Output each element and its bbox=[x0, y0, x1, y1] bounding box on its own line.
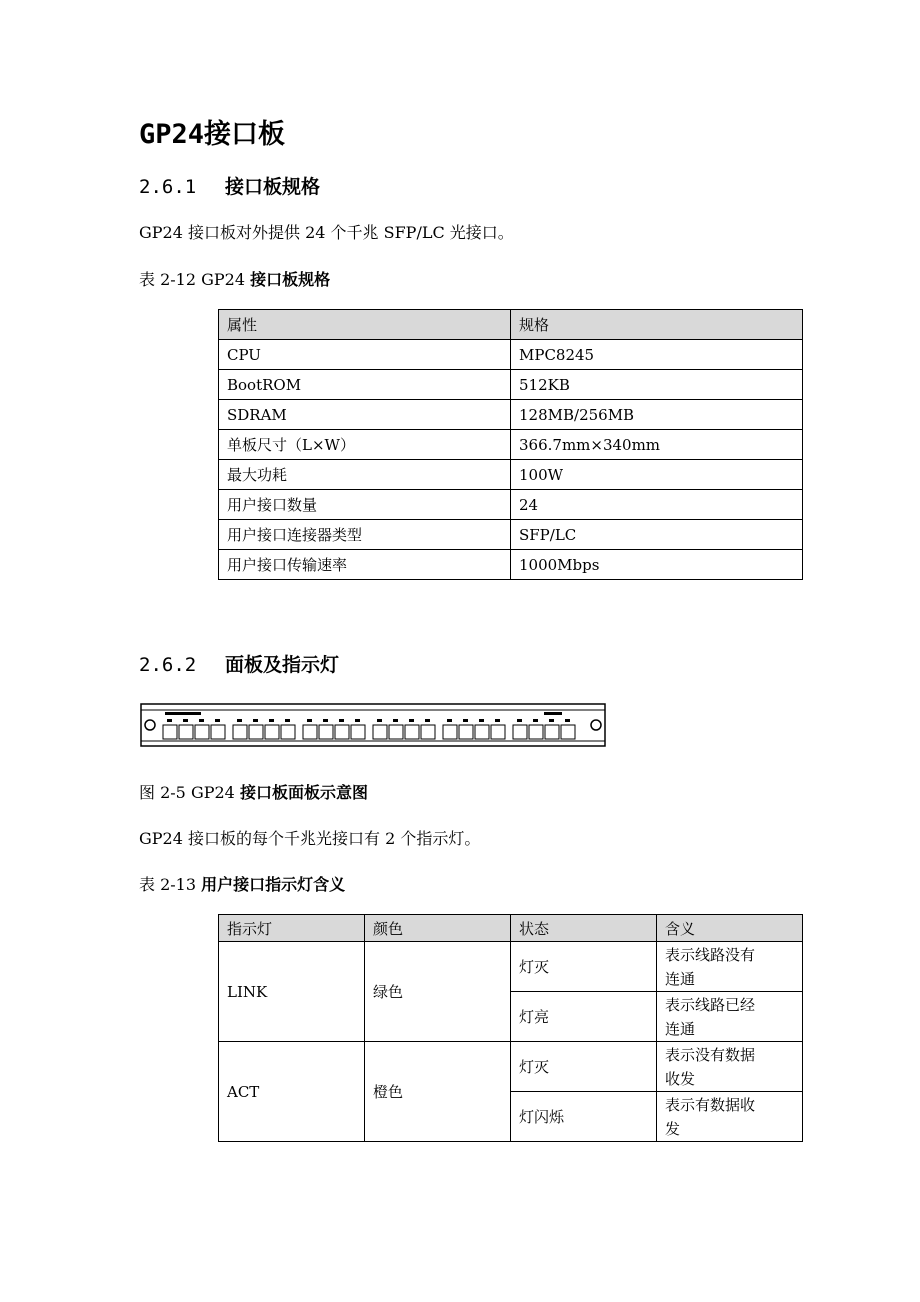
port-led bbox=[425, 719, 430, 722]
sfp-port bbox=[281, 725, 295, 739]
port-led bbox=[447, 719, 452, 722]
light-cell: ACT bbox=[219, 1042, 365, 1142]
port-led bbox=[565, 719, 570, 722]
sfp-port bbox=[421, 725, 435, 739]
port-led bbox=[533, 719, 538, 722]
table-cell: SDRAM bbox=[219, 400, 511, 430]
meaning-cell bbox=[657, 942, 803, 992]
table-row bbox=[219, 942, 803, 992]
port-led bbox=[215, 719, 220, 722]
sfp-port bbox=[163, 725, 177, 739]
sfp-port bbox=[491, 725, 505, 739]
table-header-row bbox=[219, 310, 803, 340]
title-prefix: GP24 bbox=[139, 119, 205, 150]
meaning-line: 收发 bbox=[665, 1069, 696, 1088]
indicator-paragraph: GP24 接口板的每个千兆光接口有 2 个指示灯。 bbox=[139, 829, 481, 848]
header-cell: 指示灯 bbox=[219, 915, 365, 942]
table-cell: SFP/LC bbox=[511, 520, 803, 550]
caption-prefix: 表 2-12 GP24 bbox=[139, 270, 251, 289]
header-cell: 含义 bbox=[657, 915, 803, 942]
caption-bold: 接口板面板示意图 bbox=[239, 783, 368, 802]
meaning-line: 表示没有数据 bbox=[665, 1045, 756, 1064]
page-title bbox=[139, 112, 285, 151]
table-cell: 366.7mm×340mm bbox=[511, 430, 803, 460]
port-led bbox=[377, 719, 382, 722]
table-cell: 最大功耗 bbox=[219, 460, 511, 490]
port-led bbox=[463, 719, 468, 722]
meaning-cell bbox=[657, 1092, 803, 1142]
table-row bbox=[219, 490, 803, 520]
header-cell: 颜色 bbox=[365, 915, 511, 942]
figure-caption-2-5 bbox=[139, 780, 368, 803]
table-cell: 1000Mbps bbox=[511, 550, 803, 580]
section-number: 2.6.2 bbox=[139, 654, 197, 676]
intro-paragraph: GP24 接口板对外提供 24 个千兆 SFP/LC 光接口。 bbox=[139, 223, 514, 242]
section-heading-2-6-2 bbox=[139, 650, 339, 677]
table-cell: 128MB/256MB bbox=[511, 400, 803, 430]
sfp-port bbox=[373, 725, 387, 739]
table-cell: 用户接口连接器类型 bbox=[219, 520, 511, 550]
meaning-line: 表示线路已经 bbox=[665, 995, 756, 1014]
port-led bbox=[285, 719, 290, 722]
screw-right-icon bbox=[591, 720, 601, 730]
port-led bbox=[393, 719, 398, 722]
sfp-port bbox=[405, 725, 419, 739]
port-led bbox=[199, 719, 204, 722]
port-led bbox=[549, 719, 554, 722]
port-led bbox=[495, 719, 500, 722]
color-cell: 橙色 bbox=[365, 1042, 511, 1142]
table-cell: 单板尺寸（L×W） bbox=[219, 430, 511, 460]
table-row bbox=[219, 460, 803, 490]
meaning-line: 发 bbox=[665, 1119, 681, 1138]
sfp-port bbox=[303, 725, 317, 739]
port-led bbox=[323, 719, 328, 722]
port-led bbox=[479, 719, 484, 722]
meaning-line: 表示有数据收 bbox=[665, 1095, 756, 1114]
sfp-port bbox=[389, 725, 403, 739]
port-led bbox=[183, 719, 188, 722]
sfp-port bbox=[475, 725, 489, 739]
sfp-port bbox=[351, 725, 365, 739]
sfp-port bbox=[249, 725, 263, 739]
screw-left-icon bbox=[145, 720, 155, 730]
caption-prefix: 表 2-13 bbox=[139, 875, 202, 894]
section-title: 面板及指示灯 bbox=[225, 654, 340, 676]
panel-diagram bbox=[139, 700, 609, 750]
meaning-line: 连通 bbox=[665, 1019, 696, 1038]
sfp-port bbox=[513, 725, 527, 739]
port-led bbox=[517, 719, 522, 722]
table-row bbox=[219, 520, 803, 550]
state-cell: 灯灭 bbox=[511, 1042, 657, 1092]
header-cell: 属性 bbox=[219, 310, 511, 340]
caption-bold: 用户接口指示灯含义 bbox=[201, 875, 346, 894]
sfp-port bbox=[195, 725, 209, 739]
table-header-row bbox=[219, 915, 803, 942]
sfp-port bbox=[529, 725, 543, 739]
state-cell: 灯亮 bbox=[511, 992, 657, 1042]
header-cell: 规格 bbox=[511, 310, 803, 340]
sfp-port bbox=[265, 725, 279, 739]
title-suffix: 接口板 bbox=[204, 119, 286, 150]
sfp-port bbox=[545, 725, 559, 739]
table-cell: BootROM bbox=[219, 370, 511, 400]
sfp-port bbox=[335, 725, 349, 739]
table-cell: CPU bbox=[219, 340, 511, 370]
port-led bbox=[409, 719, 414, 722]
meaning-line: 连通 bbox=[665, 969, 696, 988]
meaning-cell bbox=[657, 1042, 803, 1092]
table-row bbox=[219, 340, 803, 370]
port-led bbox=[167, 719, 172, 722]
port-led bbox=[355, 719, 360, 722]
table-cell: 24 bbox=[511, 490, 803, 520]
section-number: 2.6.1 bbox=[139, 176, 197, 198]
table-row bbox=[219, 400, 803, 430]
caption-prefix: 图 2-5 GP24 bbox=[139, 783, 240, 802]
port-led bbox=[269, 719, 274, 722]
table-row bbox=[219, 550, 803, 580]
state-cell: 灯闪烁 bbox=[511, 1092, 657, 1142]
table-cell: 512KB bbox=[511, 370, 803, 400]
spec-table bbox=[218, 309, 803, 580]
sfp-port bbox=[211, 725, 225, 739]
table-row bbox=[219, 370, 803, 400]
sfp-port bbox=[443, 725, 457, 739]
meaning-line: 表示线路没有 bbox=[665, 945, 756, 964]
table-cell: 用户接口数量 bbox=[219, 490, 511, 520]
table-row bbox=[219, 1042, 803, 1092]
light-cell: LINK bbox=[219, 942, 365, 1042]
sfp-port bbox=[233, 725, 247, 739]
port-led bbox=[253, 719, 258, 722]
table-cell: 用户接口传输速率 bbox=[219, 550, 511, 580]
meaning-cell bbox=[657, 992, 803, 1042]
caption-bold: 接口板规格 bbox=[250, 270, 331, 289]
port-led bbox=[339, 719, 344, 722]
state-cell: 灯灭 bbox=[511, 942, 657, 992]
sfp-port bbox=[179, 725, 193, 739]
sfp-port bbox=[459, 725, 473, 739]
color-cell: 绿色 bbox=[365, 942, 511, 1042]
port-led bbox=[307, 719, 312, 722]
indicator-table bbox=[218, 914, 803, 1142]
table-caption-2-13 bbox=[139, 872, 345, 895]
table-cell: 100W bbox=[511, 460, 803, 490]
section-title: 接口板规格 bbox=[225, 176, 321, 198]
sfp-port bbox=[319, 725, 333, 739]
table-caption-2-12 bbox=[139, 267, 330, 290]
port-led bbox=[237, 719, 242, 722]
table-row bbox=[219, 430, 803, 460]
section-heading-2-6-1 bbox=[139, 172, 320, 199]
table-cell: MPC8245 bbox=[511, 340, 803, 370]
sfp-port bbox=[561, 725, 575, 739]
header-cell: 状态 bbox=[511, 915, 657, 942]
